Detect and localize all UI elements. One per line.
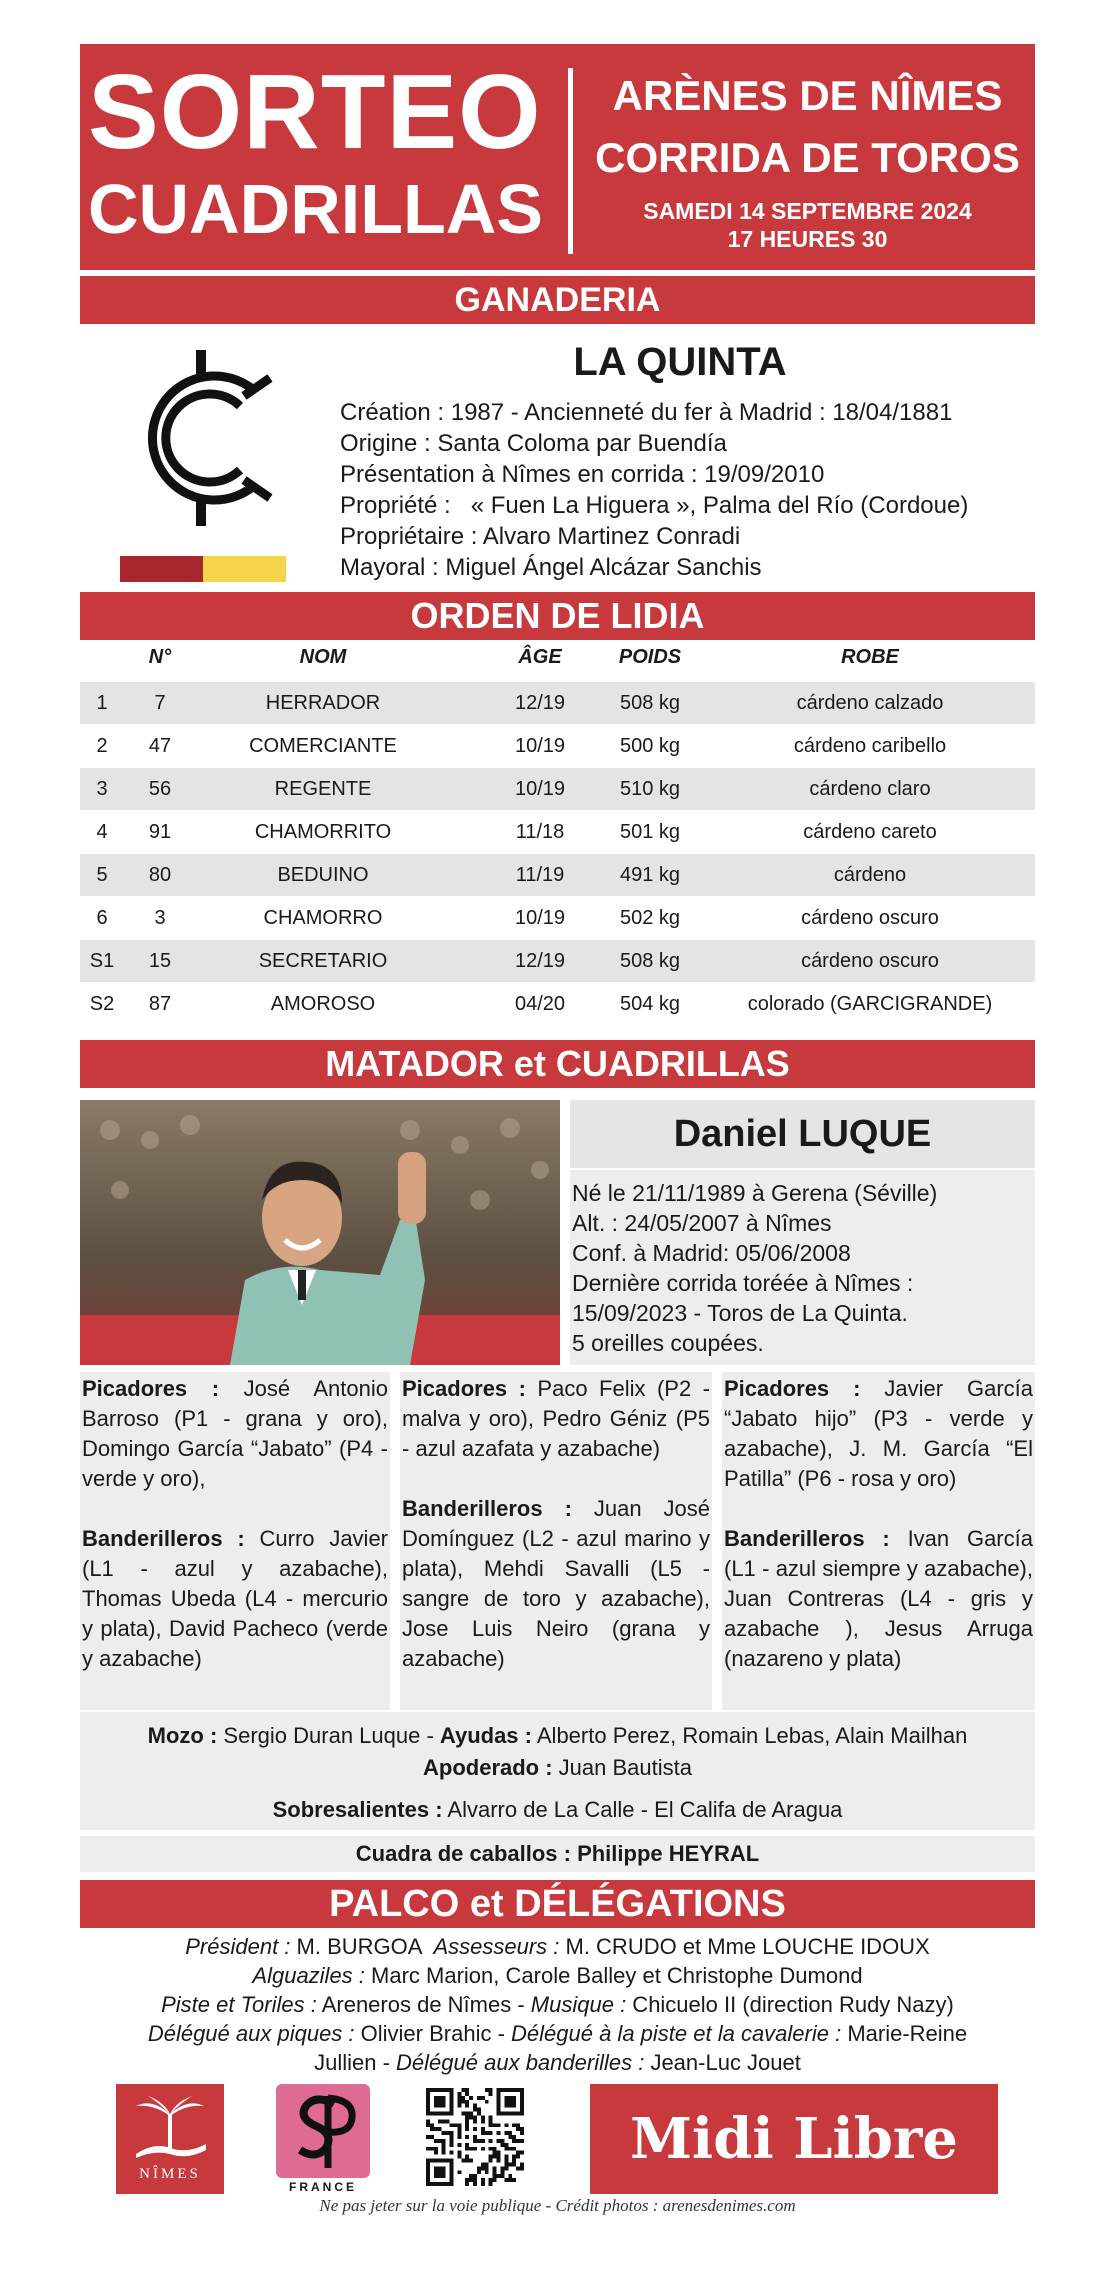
table-row [80, 854, 1035, 896]
cell-robe: cárdeno calzado [796, 692, 944, 714]
cell-nom: HERRADOR [265, 692, 381, 714]
header-divider [568, 68, 573, 254]
section-palco: PALCO et DÉLÉGATIONS [80, 1880, 1035, 1928]
cell-nom: SECRETARIO [258, 950, 388, 972]
section-ganaderia: GANADERIA [80, 276, 1035, 324]
cell-order: 2 [96, 735, 108, 757]
banderilleros-3: Banderilleros : Ivan García (L1 - azul siempre y azabache), Juan Contreras (L4 - gris y azabache ), Jesus Arruga (nazareno y plata) [724, 1526, 1033, 1671]
photo-credit: Ne pas jeter sur la voie publique - Crédit photos : arenesdenimes.com [319, 2196, 796, 2215]
cell-order: S1 [89, 950, 115, 972]
col-num: N° [148, 646, 172, 668]
cell-age: 04/20 [514, 993, 566, 1015]
matador-alternative: Alt. : 24/05/2007 à Nîmes [572, 1210, 832, 1236]
sobresalientes-label: Sobresalientes : [272, 1797, 443, 1822]
cell-poids: 501 kg [619, 821, 681, 843]
cell-age: 12/19 [514, 950, 566, 972]
title-cuadrillas: CUADRILLAS [88, 170, 543, 248]
event-title: CORRIDA DE TOROS [595, 134, 1020, 181]
mozo-value: Sergio Duran Luque - [217, 1723, 440, 1748]
table-row [80, 897, 1035, 939]
cell-robe: colorado (GARCIGRANDE) [747, 993, 993, 1015]
cell-poids: 500 kg [619, 735, 681, 757]
venue-title: ARÈNES DE NÎMES [612, 72, 1003, 119]
cell-robe: cárdeno [833, 864, 907, 886]
cell-num: 47 [148, 735, 172, 757]
table-row [80, 811, 1035, 853]
flag-red [120, 556, 203, 582]
ganaderia-name: LA QUINTA [573, 340, 787, 384]
cell-nom: COMERCIANTE [249, 735, 397, 757]
palco-delegues-line: Délégué aux piques : Olivier Brahic - Délégué à la piste et la cavalerie : Marie-Reine [147, 2021, 968, 2046]
cell-nom: CHAMORRO [263, 907, 383, 929]
cell-num: 3 [154, 907, 166, 929]
table-row [80, 725, 1035, 767]
ganaderia-property: Propriété : « Fuen La Higuera », Palma del Río (Cordoue) [340, 492, 969, 519]
cell-robe: cárdeno careto [803, 821, 937, 843]
cell-robe: cárdeno caribello [793, 735, 947, 757]
cell-num: 56 [148, 778, 172, 800]
nimes-logo [116, 2084, 224, 2194]
cell-robe: cárdeno oscuro [801, 907, 939, 929]
cell-order: S2 [89, 993, 115, 1015]
cell-poids: 491 kg [619, 864, 681, 886]
ganaderia-owner: Propriétaire : Alvaro Martinez Conradi [340, 523, 741, 550]
table-header [80, 640, 1035, 678]
cell-nom: REGENTE [274, 778, 372, 800]
sp-monogram-icon [276, 2084, 370, 2178]
staff-box [80, 1712, 1035, 1790]
picadores-2: Picadores : Paco Felix (P2 - malva y oro), Pedro Géniz (P5 - azul azafata y azabache) [402, 1376, 710, 1461]
col-robe: ROBE [841, 646, 899, 668]
cell-nom: AMOROSO [270, 993, 376, 1015]
cell-num: 7 [154, 692, 166, 714]
cell-age: 11/18 [515, 821, 565, 843]
matador-info [570, 1170, 1035, 1365]
cell-num: 91 [148, 821, 172, 843]
cell-age: 11/19 [515, 864, 565, 886]
palco-piste-line: Piste et Toriles : Areneros de Nîmes - Musique : Chicuelo II (direction Rudy Nazy) [161, 1992, 954, 2017]
cell-order: 1 [96, 692, 108, 714]
cell-poids: 508 kg [619, 950, 681, 972]
cuadrilla-2 [400, 1372, 712, 1710]
col-age: ÂGE [518, 646, 562, 668]
palco-president-line: Président : M. BURGOA Assesseurs : M. CRUDO et Mme LOUCHE IDOUX [185, 1934, 930, 1959]
col-nom: NOM [299, 646, 347, 668]
cell-age: 12/19 [514, 692, 566, 714]
cell-order: 6 [96, 907, 108, 929]
cell-poids: 502 kg [619, 907, 681, 929]
ayudas-value: Alberto Perez, Romain Lebas, Alain Mailhan [531, 1723, 968, 1748]
sp-france-text: FRANCE [289, 2180, 357, 2194]
table-row [80, 940, 1035, 982]
matador-last-corrida-detail: 15/09/2023 - Toros de La Quinta. [572, 1300, 908, 1326]
cuadrilla-3 [722, 1372, 1035, 1710]
event-date: SAMEDI 14 SEPTEMBRE 2024 [643, 198, 972, 224]
palco-banderilles-line: Jullien - Délégué aux banderilles : Jean-Luc Jouet [314, 2050, 801, 2075]
matador-trophies: 5 oreilles coupées. [572, 1330, 764, 1356]
ganaderia-creation: Création : 1987 - Ancienneté du fer à Madrid : 18/04/1881 [340, 399, 953, 426]
cell-num: 87 [148, 993, 172, 1015]
banderilleros-1: Banderilleros : Curro Javier (L1 - azul y azabache), Thomas Ubeda (L4 - mercurio y plata), David Pacheco (verde y azabache) [82, 1526, 389, 1671]
picadores-3: Picadores : Javier García “Jabato hijo” (P3 - verde y azabache), J. M. García “El Patilla” (P6 - rosa y oro) [724, 1376, 1034, 1491]
ganaderia-colors [120, 556, 286, 582]
cell-robe: cárdeno oscuro [801, 950, 939, 972]
qr-code-icon [426, 2088, 524, 2186]
ganaderia-presentation: Présentation à Nîmes en corrida : 19/09/2010 [340, 461, 825, 488]
cell-poids: 504 kg [619, 993, 681, 1015]
cell-age: 10/19 [514, 907, 566, 929]
apoderado-label: Apoderado : [423, 1755, 553, 1780]
sp-france-logo [276, 2084, 370, 2178]
table-row [80, 983, 1035, 1025]
banderilleros-2: Banderilleros : Juan José Domínguez (L2 - azul marino y plata), Mehdi Savalli (L5 - sangre de toro y azabache), Jose Luis Neiro (grana y azabache) [402, 1496, 711, 1671]
cell-num: 15 [148, 950, 172, 972]
ganaderia-origin: Origine : Santa Coloma par Buendía [340, 430, 727, 457]
cell-nom: BEDUINO [277, 864, 369, 886]
event-time: 17 HEURES 30 [727, 226, 888, 252]
nimes-logo-text: NÎMES [139, 2166, 201, 2182]
picadores-1: Picadores : José Antonio Barroso (P1 - grana y oro), Domingo García “Jabato” (P4 - verde y oro), [82, 1376, 388, 1491]
matador-name: Daniel LUQUE [570, 1100, 1035, 1168]
flag-yellow [203, 556, 286, 582]
caballos-box: Cuadra de caballos : Philippe HEYRAL [80, 1836, 1035, 1872]
cell-order: 4 [96, 821, 108, 843]
cell-robe: cárdeno claro [809, 778, 931, 800]
ganaderia-mayoral: Mayoral : Miguel Ángel Alcázar Sanchis [340, 554, 762, 581]
cell-age: 10/19 [514, 735, 566, 757]
cell-order: 3 [96, 778, 108, 800]
cell-order: 5 [96, 864, 108, 886]
cuadrilla-1 [80, 1372, 390, 1710]
matador-birth: Né le 21/11/1989 à Gerena (Séville) [572, 1180, 938, 1206]
apoderado-value: Juan Bautista [552, 1755, 692, 1780]
matador-confirmation: Conf. à Madrid: 05/06/2008 [572, 1240, 851, 1266]
cell-nom: CHAMORRITO [254, 821, 392, 843]
mozo-ayudas-line [80, 1720, 1035, 1752]
sobresalientes-box [80, 1790, 1035, 1830]
cell-num: 80 [148, 864, 172, 886]
mozo-label: Mozo : [147, 1723, 218, 1748]
table-row [80, 768, 1035, 810]
sobresalientes-value: Alvarro de La Calle - El Califa de Aragua [442, 1797, 843, 1822]
cell-poids: 508 kg [619, 692, 681, 714]
col-poids: POIDS [618, 646, 682, 668]
title-sorteo: SORTEO [88, 53, 542, 171]
midi-libre-logo: Midi Libre [590, 2084, 998, 2194]
matador-photo [80, 1100, 560, 1365]
header-banner [80, 44, 1035, 270]
section-matador: MATADOR et CUADRILLAS [80, 1040, 1035, 1088]
palco-alguaziles-line: Alguaziles : Marc Marion, Carole Balley et Christophe Dumond [252, 1963, 863, 1988]
matador-last-corrida: Dernière corrida toréée à Nîmes : [572, 1270, 914, 1296]
cell-poids: 510 kg [619, 778, 681, 800]
cell-age: 10/19 [514, 778, 566, 800]
section-orden-de-lidia: ORDEN DE LIDIA [80, 592, 1035, 640]
ayudas-label: Ayudas : [439, 1723, 532, 1748]
ganaderia-brand-icon [128, 348, 274, 528]
palm-crocodile-icon [130, 2092, 210, 2164]
apoderado-line [80, 1752, 1035, 1784]
table-row [80, 682, 1035, 724]
